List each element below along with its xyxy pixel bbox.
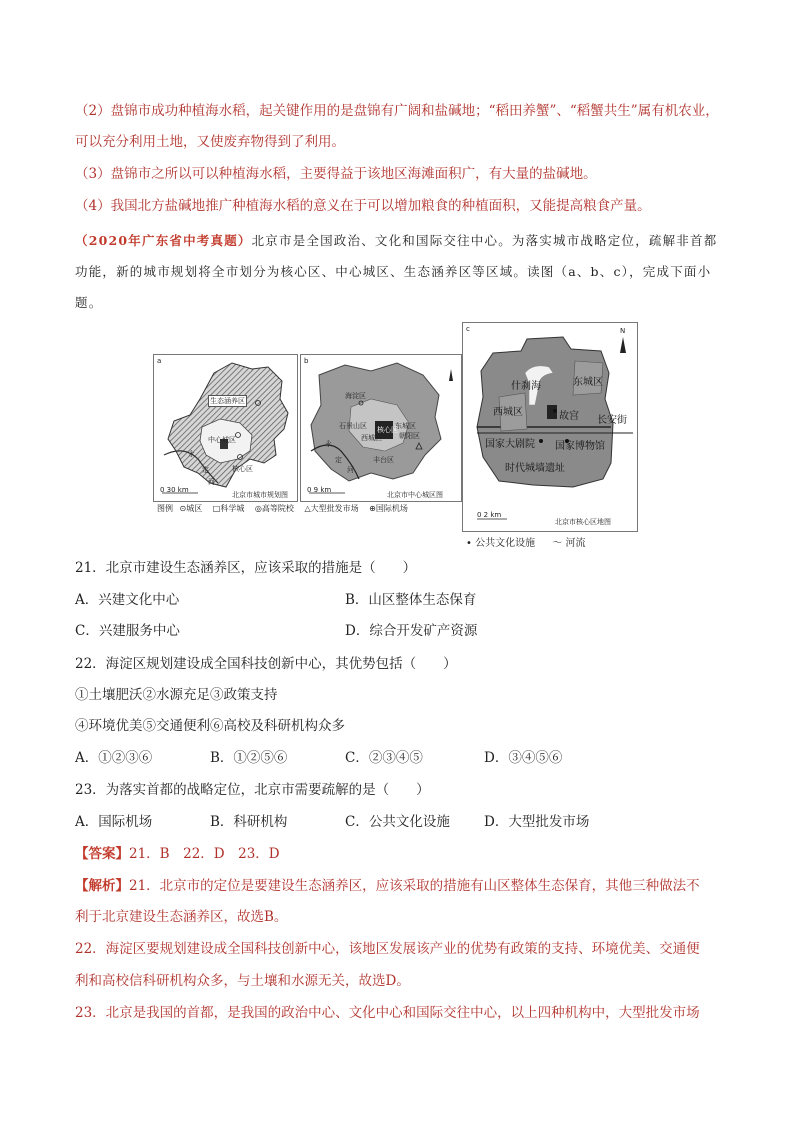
q22-stem: 22．海淀区规划建设成全国科技创新中心，其优势包括（ ） xyxy=(75,656,457,672)
q23-option-a[interactable]: A．国际机场 xyxy=(75,814,153,830)
map-a-river-3: 河 xyxy=(208,478,215,486)
map-c-label-xicheng: 西城区 xyxy=(493,407,523,418)
q21-option-b[interactable]: B．山区整体生态保育 xyxy=(345,592,477,608)
legend-college-icon: ◎ xyxy=(254,504,262,513)
q22-option-a[interactable]: A．①②③⑥ xyxy=(75,750,153,766)
map-c-label-museum: 国家博物馆 xyxy=(555,441,605,452)
legend-ab xyxy=(157,503,408,514)
map-a-letter: a xyxy=(157,357,162,365)
map-c-label-gugong: 故宫 xyxy=(559,411,579,422)
map-b-label-haidian: 海淀区 xyxy=(345,392,366,400)
intro-text-1: 北京市是全国政治、文化和国际交往中心。为落实城市战略定位，疏解非首都 xyxy=(251,233,718,248)
legend-culture-icon: • xyxy=(466,538,472,549)
q23-option-c[interactable]: C．公共文化设施 xyxy=(345,814,450,830)
legend-culture: 公共文化设施 xyxy=(475,538,536,549)
analysis-tag: 【解析】 xyxy=(75,878,129,894)
answer-line-2: （2）盘锦市成功种植海水稻，起关键作用的是盘锦有广阔和盐碱地；“稻田养蟹”、“稻蟹共生”属有机农业， xyxy=(75,103,719,119)
map-b-scale: 0 9 km xyxy=(307,486,332,494)
legend-c xyxy=(466,534,585,549)
map-c-label-theatre: 国家大剧院 xyxy=(485,439,535,450)
analysis-line-4: 利和高校信科研机构众多，与土壤和水源无关，故选D。 xyxy=(75,973,410,989)
legend-science: 科学城 xyxy=(220,504,245,513)
map-c xyxy=(462,322,638,532)
map-a-scale: 0 30 km xyxy=(160,486,189,494)
map-b-core-label: 核心区 xyxy=(377,426,398,434)
answer-tag: 【答案】 xyxy=(75,846,129,862)
analysis-line-3: 22．海淀区要规划建设成全国科技创新中心，该地区发展该产业的优势有政策的支持、环境优美、交通便 xyxy=(75,941,700,957)
map-a-center-label: 中心城区 xyxy=(208,436,236,444)
analysis-line-1 xyxy=(75,877,735,895)
q23-option-b[interactable]: B．科研机构 xyxy=(210,814,288,830)
q23-stem: 23．为落实首都的战略定位，北京市需要疏解的是（ ） xyxy=(75,782,430,798)
answer-text: 21．B 22．D 23．D xyxy=(129,846,280,862)
q21-option-c[interactable]: C．兴建服务中心 xyxy=(75,623,180,639)
analysis-text-1: 21．北京市的定位是要建设生态涵养区，应该采取的措施有山区整体生态保育，其他三种做法不 xyxy=(129,878,700,894)
analysis-line-5: 23．北京是我国的首都，是我国的政治中心、文化中心和国际交往中心，以上四种机构中，大型批发市场 xyxy=(75,1005,700,1021)
q21-option-d[interactable]: D．综合开发矿产资源 xyxy=(345,623,478,639)
legend-airport-icon: ⊕ xyxy=(369,504,376,513)
map-c-label-changan: 长安街 xyxy=(597,415,627,426)
map-a-graphic xyxy=(154,355,297,501)
map-a-river-1: 永 xyxy=(188,450,195,458)
map-b-label-fengtai: 丰台区 xyxy=(373,456,394,464)
map-b-letter: b xyxy=(304,357,309,365)
legend-title: 图例 xyxy=(157,504,173,513)
map-b-river-3: 河 xyxy=(347,466,354,474)
legend-river: 河流 xyxy=(565,538,586,549)
legend-college: 高等院校 xyxy=(261,504,294,513)
map-c-label-relic: 时代城墙遗址 xyxy=(505,463,565,474)
map-c-graphic xyxy=(463,323,637,531)
q23-option-d[interactable]: D．大型批发市场 xyxy=(484,814,590,830)
map-a-river-2: 定 xyxy=(202,466,209,474)
answer-line-3: （3）盘锦市之所以可以种植海水稻，主要得益于该地区海滩面积广，有大量的盐碱地。 xyxy=(75,166,597,182)
legend-airport: 国际机场 xyxy=(375,504,408,513)
intro-line-1 xyxy=(75,232,735,250)
map-a xyxy=(153,354,298,502)
map-c-label-dongcheng: 东城区 xyxy=(573,377,603,388)
map-c-label-shichahai: 什刹海 xyxy=(511,381,541,392)
intro-line-3: 题。 xyxy=(75,295,103,310)
map-b-label-chaoyang: 朝阳区 xyxy=(399,432,420,440)
intro-line-2: 功能，新的城市规划将全市划分为核心区、中心城区、生态涵养区等区域。读图（a、b、c），完成下面小 xyxy=(75,264,712,279)
map-a-eco-label: 生态涵养区 xyxy=(210,397,245,405)
map-c-north: N xyxy=(620,327,626,335)
map-b-caption: 北京市中心城区图 xyxy=(387,491,443,499)
q22-items-1: ①土壤肥沃②水源充足③政策支持 xyxy=(75,687,278,703)
legend-market-icon: △ xyxy=(304,504,311,513)
map-b xyxy=(300,354,462,502)
map-b-label-dongcheng: 东城区 xyxy=(395,422,416,430)
q22-option-b[interactable]: B．①②⑤⑥ xyxy=(210,750,288,766)
analysis-line-2: 利于北京建设生态涵养区，故选B。 xyxy=(75,909,288,925)
q21-stem: 21．北京市建设生态涵养区，应该采取的措施是（ ） xyxy=(75,560,417,576)
q21-option-a[interactable]: A．兴建文化中心 xyxy=(75,592,180,608)
source-tag: （2020年广东省中考真题） xyxy=(75,233,252,248)
map-b-label-shijingshan: 石景山区 xyxy=(339,422,367,430)
map-c-scale: 0 2 km xyxy=(477,511,502,519)
map-b-label-xicheng: 西城区 xyxy=(361,434,382,442)
map-c-letter: c xyxy=(466,325,470,333)
answer-line xyxy=(75,845,735,863)
legend-city-icon: ⊙ xyxy=(179,504,187,513)
q22-items-2: ④环境优美⑤交通便利⑥高校及科研机构众多 xyxy=(75,718,345,734)
answer-line-2-cont: 可以充分利用土地，又使废弃物得到了利用。 xyxy=(75,134,345,150)
answer-line-4: （4）我国北方盐碱地推广种植海水稻的意义在于可以增加粮食的种植面积，又能提高粮食产量。 xyxy=(75,198,651,214)
map-b-river-1: 永 xyxy=(325,440,332,448)
legend-market: 大型批发市场 xyxy=(310,504,359,513)
map-b-river-2: 定 xyxy=(335,456,342,464)
q22-option-d[interactable]: D．③④⑤⑥ xyxy=(484,750,563,766)
map-a-caption: 北京市城市规划图 xyxy=(232,491,288,499)
legend-river-icon: 〜 xyxy=(552,538,563,549)
q22-option-c[interactable]: C．②③④⑤ xyxy=(345,750,423,766)
legend-science-icon: □ xyxy=(212,504,221,513)
map-c-caption: 北京市核心区地图 xyxy=(555,518,611,526)
map-a-core-label: 核心区 xyxy=(232,465,253,473)
legend-city: 城区 xyxy=(186,504,203,513)
